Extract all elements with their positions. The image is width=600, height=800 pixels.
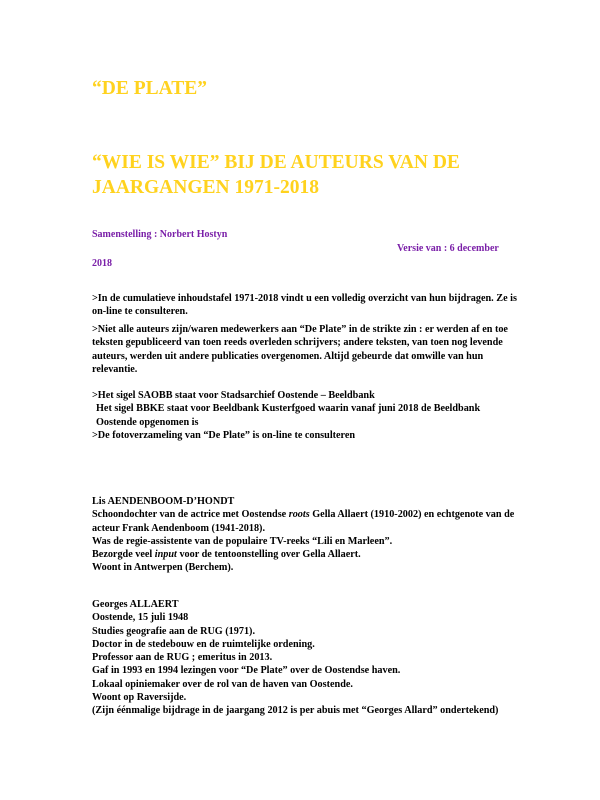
bio-text: voor de tentoonstelling over Gella Allaert.: [176, 549, 361, 561]
photo-collection-note: >De fotoverzameling van “De Plate” is on-line te consulteren: [92, 429, 356, 441]
intro-text-1: >In de cumulatieve inhoudstafel 1971-2018 vindt u een volledig overzicht van hun bijdragen. Ze is on-line te consulteren.: [92, 293, 517, 318]
author-name: Georges ALLAERT: [92, 599, 179, 610]
author-bio-line: Studies geografie aan de RUG (1971).: [92, 625, 255, 637]
intro-paragraph-3: [92, 389, 522, 442]
author-bio-line: Lokaal opiniemaker over de rol van de haven van Oostende.: [92, 678, 353, 690]
sigel-bbke-note: Het sigel BBKE staat voor Beeldbank Kusterfgoed waarin vanaf juni 2018 de Beeldbank Oostende opgenomen is: [96, 403, 481, 428]
author-bio-line: Doctor in de stedebouw en de ruimtelijke ordening.: [92, 638, 315, 650]
version-line: Versie van : 6 december: [397, 243, 499, 254]
bio-text: Bezorgde veel: [92, 549, 155, 561]
sigel-saobb-note: >Het sigel SAOBB staat voor Stadsarchief Oostende – Beeldbank: [92, 390, 375, 401]
bio-emphasis: input: [154, 549, 177, 561]
author-name: Lis AENDENBOOM-D’HONDT: [92, 496, 235, 507]
author-bio-line: (Zijn éénmalige bijdrage in de jaargang 2012 is per abuis met “Georges Allard” ondertekend): [92, 705, 499, 717]
author-bio-line: Was de regie-assistente van de populaire TV-reeks “Lili en Marleen”.: [92, 535, 393, 547]
author-bio-line: Gaf in 1993 en 1994 lezingen voor “De Plate” over de Oostendse haven.: [92, 665, 401, 677]
bio-text: Schoondochter van de actrice met Oostendse: [92, 509, 289, 521]
intro-text-2: >Niet alle auteurs zijn/waren medewerkers aan “De Plate” in de strikte zin : er werden af en toe teksten gepubliceerd van toen reeds overleden schrijvers; andere teksten, van toen nog levende auteurs, werden uit andere publicaties overgenomen. Altijd gebeurde dat omwille van hun relevantie.: [92, 324, 508, 375]
author-bio-line: [92, 508, 522, 535]
compiler-line: Samenstelling : Norbert Hostyn: [92, 229, 228, 240]
intro-paragraph-2: [92, 323, 522, 376]
document-title: “DE PLATE”: [92, 78, 208, 99]
author-bio-line: Woont in Antwerpen (Berchem).: [92, 562, 234, 574]
author-bio-line: Oostende, 15 juli 1948: [92, 612, 189, 624]
version-year: 2018: [92, 258, 112, 269]
author-entry: [92, 495, 522, 575]
author-entry: [92, 598, 522, 718]
document-subtitle: “WIE IS WIE” BIJ DE AUTEURS VAN DE JAARGANGEN 1971-2018: [92, 152, 460, 198]
bio-text: Gella Allaert (1910-2002) en echtgenote van de acteur Frank Aendenboom (1941-2018).: [92, 509, 515, 534]
intro-paragraph-1: [92, 292, 522, 319]
bio-emphasis: roots: [288, 509, 310, 521]
author-bio-line: Woont op Raversijde.: [92, 692, 187, 704]
author-bio-line: Professor aan de RUG ; emeritus in 2013.: [92, 652, 273, 664]
author-bio-line: [92, 548, 522, 561]
